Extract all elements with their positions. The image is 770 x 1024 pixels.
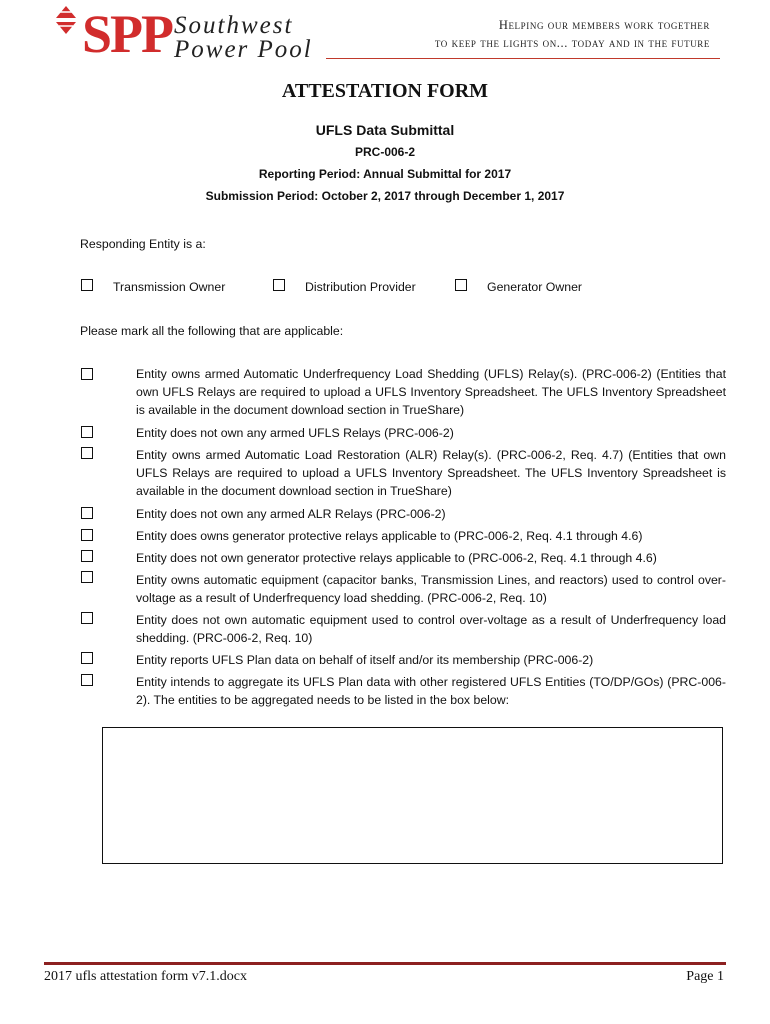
tagline-line2: to keep the lights on... today and in the future [434, 36, 710, 50]
item-text: Entity does owns generator protective relays applicable to (PRC-006-2, Req. 4.1 through 4.6) [136, 529, 643, 543]
entity-prompt: Responding Entity is a: [80, 237, 206, 251]
checkbox-item[interactable] [81, 571, 93, 583]
spp-logo-mark-icon [50, 4, 82, 44]
tagline-line1: Helping our members work together [498, 18, 710, 32]
spp-logo [50, 4, 320, 68]
item-text: Entity does not own any armed ALR Relays (PRC-006-2) [136, 507, 446, 521]
item-text: Entity does not own generator protective relays applicable to (PRC-006-2, Req. 4.1 through 4.6) [136, 551, 657, 565]
footer-filename: 2017 ufls attestation form v7.1.docx [44, 969, 247, 984]
checkbox-generator-owner[interactable] [455, 279, 467, 291]
org-name [174, 14, 313, 62]
reporting-period: Reporting Period: Annual Submittal for 2017 [258, 167, 512, 181]
checkbox-item[interactable] [81, 507, 93, 519]
checkbox-item[interactable] [81, 368, 93, 380]
tagline [435, 16, 710, 52]
item-text: Entity does not own any armed UFLS Relays (PRC-006-2) [136, 426, 454, 440]
form-title: ATTESTATION FORM [281, 80, 489, 102]
checkbox-item[interactable] [81, 529, 93, 541]
aggregated-entities-box[interactable] [102, 727, 723, 864]
form-subtitle: UFLS Data Submittal [315, 122, 455, 138]
checkbox-item[interactable] [81, 550, 93, 562]
standard-id: PRC-006-2 [354, 145, 416, 159]
logo-spp-text: SPP [82, 4, 173, 64]
applicable-prompt: Please mark all the following that are applicable: [80, 324, 344, 338]
org-name-line1: Southwest [174, 12, 294, 39]
org-name-line2: Power Pool [174, 36, 313, 63]
checkbox-item[interactable] [81, 447, 93, 459]
item-text: Entity owns armed Automatic Load Restoration (ALR) Relay(s). (PRC-006-2, Req. 4.7) (Entities that own UFLS Relays are required to upload a UFLS Inventory Spreadsheet. The UFLS Inventory Spreadsheet is available in the document download section in TrueShare) [136, 448, 726, 498]
option-label: Transmission Owner [113, 280, 226, 294]
footer-page-number: Page 1 [686, 969, 724, 984]
item-text: Entity owns automatic equipment (capacitor banks, Transmission Lines, and reactors) used to control over-voltage as a result of Underfrequency load shedding. (PRC-006-2, Req. 10) [136, 573, 726, 605]
item-text: Entity intends to aggregate its UFLS Plan data with other registered UFLS Entities (TO/DP/GOs) (PRC-006-2). The entities to be aggregated needs to be listed in the box below: [136, 675, 726, 707]
option-label: Generator Owner [487, 280, 583, 294]
option-label: Distribution Provider [305, 280, 416, 294]
item-text: Entity reports UFLS Plan data on behalf of itself and/or its membership (PRC-006-2) [136, 653, 594, 667]
footer-divider [44, 962, 726, 965]
checkbox-transmission-owner[interactable] [81, 279, 93, 291]
checkbox-item[interactable] [81, 652, 93, 664]
checkbox-item[interactable] [81, 612, 93, 624]
checkbox-item[interactable] [81, 674, 93, 686]
submission-period: Submission Period: October 2, 2017 through December 1, 2017 [205, 189, 565, 203]
item-text: Entity does not own automatic equipment used to control over-voltage as a result of Underfrequency load shedding. (PRC-006-2, Req. 10) [136, 613, 726, 645]
item-text: Entity owns armed Automatic Underfrequency Load Shedding (UFLS) Relay(s). (PRC-006-2) (Entities that own UFLS Relays are required to upload a UFLS Inventory Spreadsheet. The UFLS Inventory Spreadsheet is available in the document download section in TrueShare) [136, 367, 726, 417]
checkbox-distribution-provider[interactable] [273, 279, 285, 291]
header-divider [326, 58, 720, 59]
checkbox-item[interactable] [81, 426, 93, 438]
